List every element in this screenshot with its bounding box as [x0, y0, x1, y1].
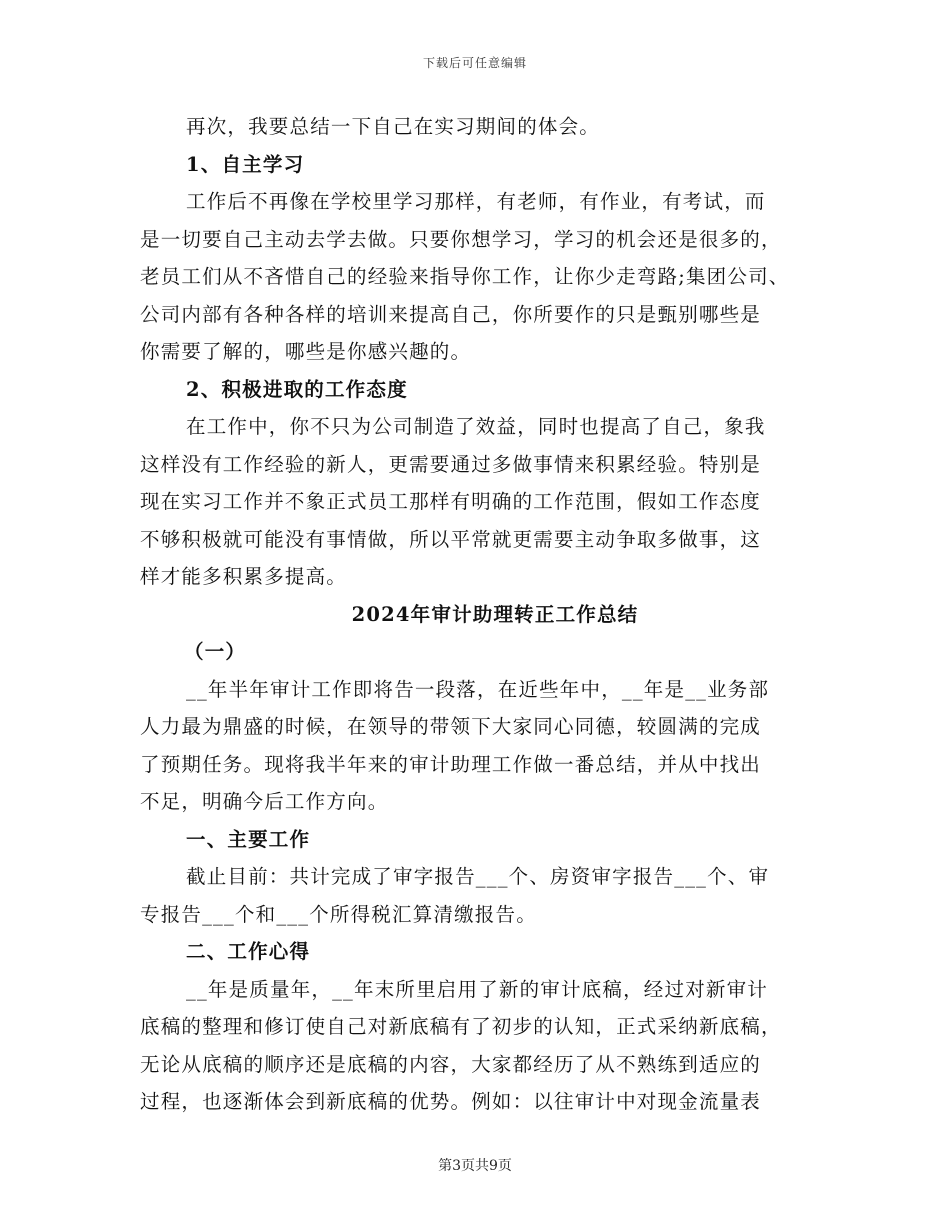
- paragraph-line: 是一切要自己主动去学去做。只要你想学习，学习的机会还是很多的，: [140, 227, 782, 251]
- paragraph-line: 在工作中，你不只为公司制造了效益，同时也提高了自己，象我: [186, 415, 766, 438]
- paragraph-line: __年是质量年，__年末所里启用了新的审计底稿，经过对新审计: [186, 977, 769, 1001]
- paragraph-line: 不够积极就可能没有事情做，所以平常就更需要主动争取多做事，这: [140, 527, 762, 551]
- paragraph-line: 不足，明确今后工作方向。: [140, 790, 389, 813]
- paragraph-line: 截止目前：共计完成了审字报告___个、房资审字报告___个、审: [186, 865, 770, 888]
- paragraph-line: 样才能多积累多提高。: [140, 565, 348, 588]
- section-heading: 1、自主学习: [186, 152, 305, 176]
- paragraph-line: 了预期任务。现将我半年来的审计助理工作做一番总结，并从中找出: [140, 752, 762, 776]
- paragraph-line: __年半年审计工作即将告一段落，在近些年中，__年是__业务部: [186, 677, 770, 701]
- paragraph-line: 底稿的整理和修订使自己对新底稿有了初步的认知，正式采纳新底稿，: [140, 1015, 782, 1038]
- document-body: [140, 108, 820, 1121]
- part-marker: （一）: [184, 640, 247, 663]
- section-heading: 2、积极进取的工作态度: [186, 377, 408, 401]
- section-heading: 一、主要工作: [186, 827, 311, 851]
- paragraph-line: 老员工们从不吝惜自己的经验来指导你工作，让你少走弯路;集团公司、: [140, 265, 790, 288]
- paragraph-line: 现在实习工作并不象正式员工那样有明确的工作范围，假如工作态度: [140, 490, 762, 513]
- paragraph-line: 这样没有工作经验的新人，更需要通过多做事情来积累经验。特别是: [140, 452, 762, 476]
- paragraph-line: 无论从底稿的顺序还是底稿的内容，大家都经历了从不熟练到适应的: [140, 1052, 762, 1076]
- paragraph-line: 专报告___个和___个所得税汇算清缴报告。: [140, 902, 537, 926]
- header-note: 下载后可任意编辑: [422, 56, 527, 70]
- paragraph-line: 过程，也逐渐体会到新底稿的优势。例如：以往审计中对现金流量表: [140, 1090, 762, 1113]
- page-number: 第3页共9页: [438, 1158, 512, 1174]
- paragraph-line: 人力最为鼎盛的时候，在领导的带领下大家同心同德，较圆满的完成: [140, 715, 762, 738]
- paragraph-line: 工作后不再像在学校里学习那样，有老师，有作业，有考试，而: [186, 190, 766, 213]
- document-title: 2024年审计助理转正工作总结: [351, 602, 639, 626]
- paragraph-line: 再次，我要总结一下自己在实习期间的体会。: [186, 115, 601, 138]
- section-heading: 二、工作心得: [186, 940, 311, 963]
- paragraph-line: 公司内部有各种各样的培训来提高自己，你所要作的只是甄别哪些是: [140, 302, 762, 326]
- paragraph-line: 你需要了解的，哪些是你感兴趣的。: [140, 340, 472, 363]
